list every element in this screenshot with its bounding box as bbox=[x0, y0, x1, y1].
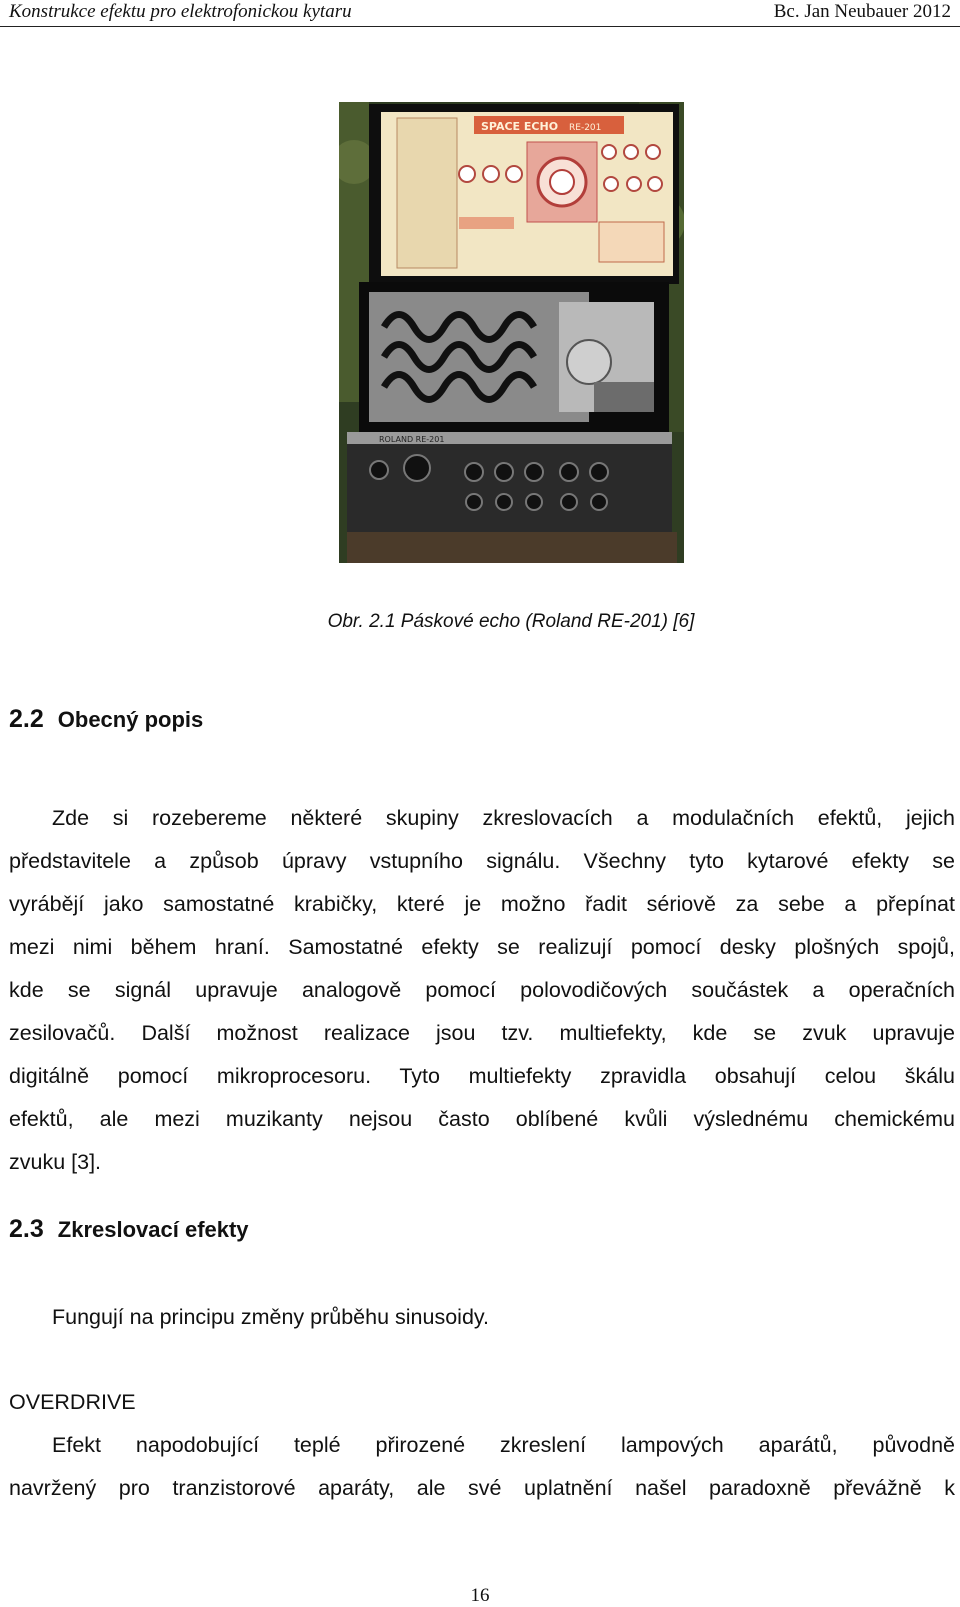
paragraph-line: Zde si rozebereme některé skupiny zkreslovacích a modulačních efektů, jejich bbox=[52, 806, 955, 830]
paragraph-line: navržený pro tranzistorové aparáty, ale své uplatnění našel paradoxně převážně k bbox=[9, 1476, 955, 1500]
paragraph-line: kde se signál upravuje analogově pomocí polovodičových součástek a operačních bbox=[9, 978, 955, 1002]
header-author-year: Bc. Jan Neubauer 2012 bbox=[773, 1, 951, 22]
section-title: Zkreslovací efekty bbox=[57, 1217, 249, 1242]
section-number: 2.3 bbox=[9, 1215, 44, 1243]
panel-logo: SPACE ECHO bbox=[481, 120, 559, 133]
paragraph-line: představitele a způsob úpravy vstupního signálu. Všechny tyto kytarové efekty se bbox=[9, 849, 955, 873]
paragraph-line: Efekt napodobující teplé přirozené zkreslení lampových aparátů, původně bbox=[52, 1433, 955, 1457]
page-header bbox=[0, 0, 960, 27]
paragraph-general-description bbox=[9, 797, 955, 1184]
paragraph-line: mezi nimi během hraní. Samostatné efekty se realizují pomocí desky plošných spojů, bbox=[9, 935, 955, 959]
device-label: ROLAND RE-201 bbox=[379, 435, 445, 444]
paragraph-line: efektů, ale mezi muzikanty nejsou často oblíbené kvůli výslednému chemickému bbox=[9, 1107, 955, 1131]
paragraph-line: digitálně pomocí mikroprocesoru. Tyto multiefekty zpravidla obsahují celou škálu bbox=[9, 1064, 955, 1088]
section-2-3-heading bbox=[9, 1215, 249, 1244]
tape-echo-illustration bbox=[339, 102, 684, 563]
panel-model: RE-201 bbox=[569, 123, 602, 133]
paragraph-line: zesilovačů. Další možnost realizace jsou tzv. multiefekty, kde se zvuk upravuje bbox=[9, 1021, 955, 1045]
paragraph-overdrive bbox=[9, 1424, 955, 1510]
header-document-title: Konstrukce efektu pro elektrofonickou kytaru bbox=[9, 1, 352, 22]
overdrive-heading: OVERDRIVE bbox=[9, 1390, 136, 1414]
paragraph-distortion-intro: Fungují na principu změny průběhu sinusoidy. bbox=[52, 1305, 490, 1329]
paragraph-line: vyrábějí jako samostatné krabičky, které je možno řadit sériově za sebe a přepínat bbox=[9, 892, 955, 916]
figure-tape-echo-photo bbox=[339, 102, 684, 563]
paragraph-line: zvuku [3]. bbox=[9, 1150, 102, 1174]
page-number: 16 bbox=[470, 1585, 490, 1606]
section-2-2-heading bbox=[9, 705, 203, 734]
figure-caption: Obr. 2.1 Páskové echo (Roland RE-201) [6] bbox=[327, 611, 695, 632]
section-number: 2.2 bbox=[9, 705, 44, 733]
section-title: Obecný popis bbox=[57, 707, 204, 732]
